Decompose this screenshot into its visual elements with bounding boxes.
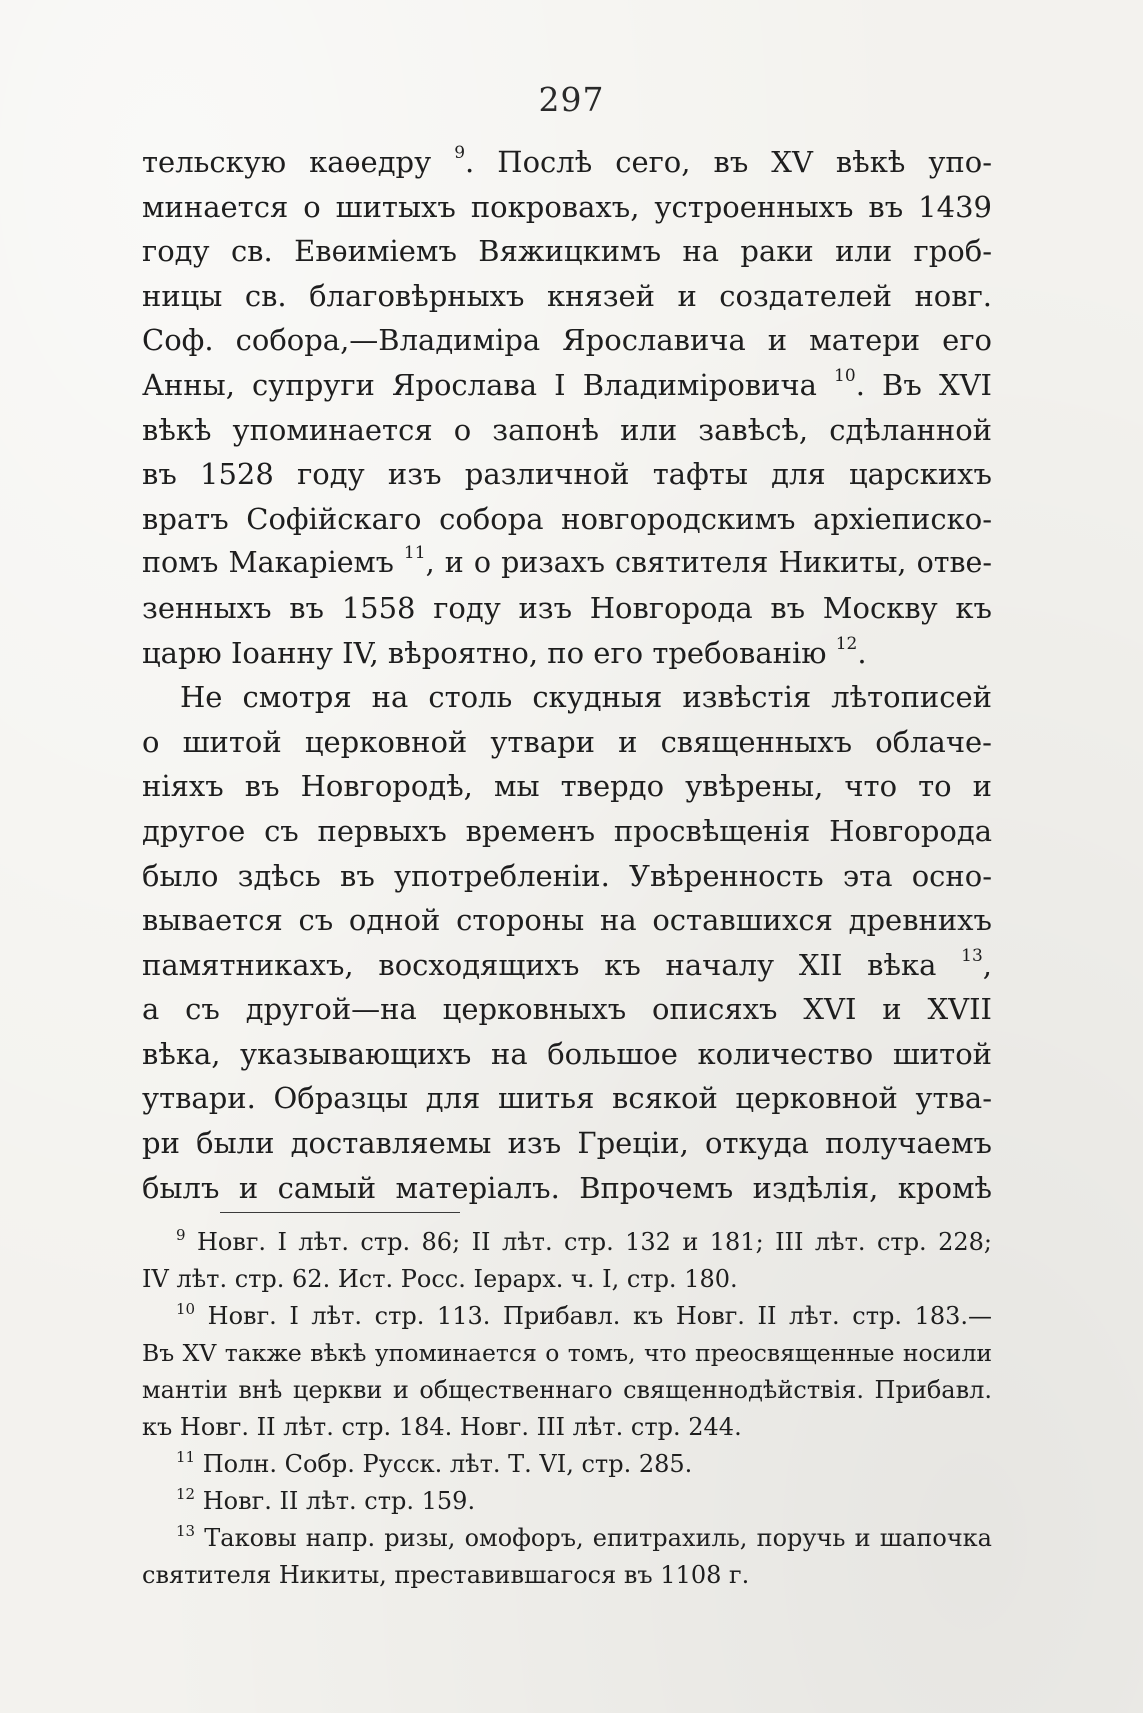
footnote-line: къ Новг. II лѣт. стр. 184. Новг. III лѣт. стр. 244. [142,1413,742,1441]
footnote-number: 13 [176,1522,196,1540]
text-line: зенныхъ въ 1558 году изъ Новгорода въ Москву къ [142,590,992,625]
footnote-line: IV лѣт. стр. 62. Ист. Росс. Іерарх. ч. I, стр. 180. [142,1265,738,1293]
footnote-line: мантіи внѣ церкви и общественнаго священнодѣйствія. Прибавл. [142,1376,992,1404]
text-line: помъ Макаріемъ $^{11}$, и о ризахъ святителя Никиты, отве- [142,543,992,580]
text-line: Анны, супруги Ярослава I Владиміровича $^{10}$. Въ XVI [142,365,992,402]
footnotes [142,1224,992,1594]
text-line: вывается съ одной стороны на оставшихся древнихъ [142,903,992,938]
text-line: другое съ первыхъ временъ просвѣщенія Новгорода [142,813,992,848]
footnote-10: $^{10}$ Новг. I лѣт. стр. 113. Прибавл. къ Новг. II лѣт. стр. 183.— [176,1300,992,1330]
text-line: а съ другой—на церковныхъ описяхъ XVI и XVII [142,992,992,1027]
text-line: году св. Евѳиміемъ Вяжицкимъ на раки или гроб- [142,234,992,269]
text-line: минается о шитыхъ покровахъ, устроенныхъ въ 1439 [142,189,992,224]
footnote-ref-11: 11 [403,543,426,564]
text-line: тельскую каѳедру $^9$. Послѣ сего, въ XV вѣкѣ упо- [142,143,992,179]
footnote-divider [220,1212,460,1213]
text-line: вратъ Софійскаго собора новгородскимъ архіеписко- [142,501,992,536]
text-line: ри были доставляемы изъ Греціи, откуда получаемъ [142,1126,992,1161]
text-line: памятникахъ, восходящихъ къ началу XII вѣка $^{13}$, [142,945,992,982]
footnote-ref-13: 13 [961,945,983,966]
text-line: Соф. собора,—Владиміра Ярославича и матери его [142,323,992,358]
text-line: былъ и самый матеріалъ. Впрочемъ издѣлія, кромѣ [142,1170,992,1205]
text-line: Не смотря на столь скудныя извѣстія лѣтописей [180,680,992,715]
text-line: было здѣсь въ употребленіи. Увѣренность эта осно- [142,858,992,893]
page-number: 297 [538,80,605,119]
footnote-number: 11 [176,1448,196,1466]
footnote-line: святителя Никиты, преставившагося въ 1108 г. [142,1561,750,1589]
text-line: въ 1528 году изъ различной тафты для царскихъ [142,457,992,492]
footnote-11: $^{11}$ Полн. Собр. Русск. лѣт. Т. VI, стр. 285. [176,1448,693,1478]
text-line: царю Іоанну IV, вѣроятно, по его требованію $^{12}$. [142,633,867,670]
text-line: ніяхъ въ Новгородѣ, мы твердо увѣрены, что то и [142,769,992,804]
footnote-9: $^9$ Новг. I лѣт. стр. 86; II лѣт. стр. 132 и 181; III лѣт. стр. 228; [176,1226,992,1256]
footnote-line: Въ XV также вѣкѣ упоминается о томъ, что преосвященные носили [142,1339,992,1367]
footnote-ref-10: 10 [834,365,856,386]
text-line: вѣка, указывающихъ на большое количество шитой [142,1036,992,1071]
text-line: утвари. Образцы для шитья всякой церковной утва- [142,1081,992,1116]
main-text [142,140,992,1210]
footnote-13: $^{13}$ Таковы напр. ризы, омофоръ, епитрахиль, поручь и шапочка [176,1522,992,1552]
footnote-ref-9: 9 [454,143,466,163]
text-line: ницы св. благовѣрныхъ князей и создателей новг. [142,278,992,313]
text-line: вѣкѣ упоминается о запонѣ или завѣсѣ, сдѣланной [142,412,992,447]
footnote-12: $^{12}$ Новг. II лѣт. стр. 159. [176,1485,476,1515]
footnote-ref-12: 12 [835,633,858,654]
footnote-number: 12 [176,1485,196,1503]
text-line: о шитой церковной утвари и священныхъ облаче- [142,724,992,759]
footnote-number: 10 [176,1300,196,1318]
footnote-number: 9 [176,1226,186,1244]
